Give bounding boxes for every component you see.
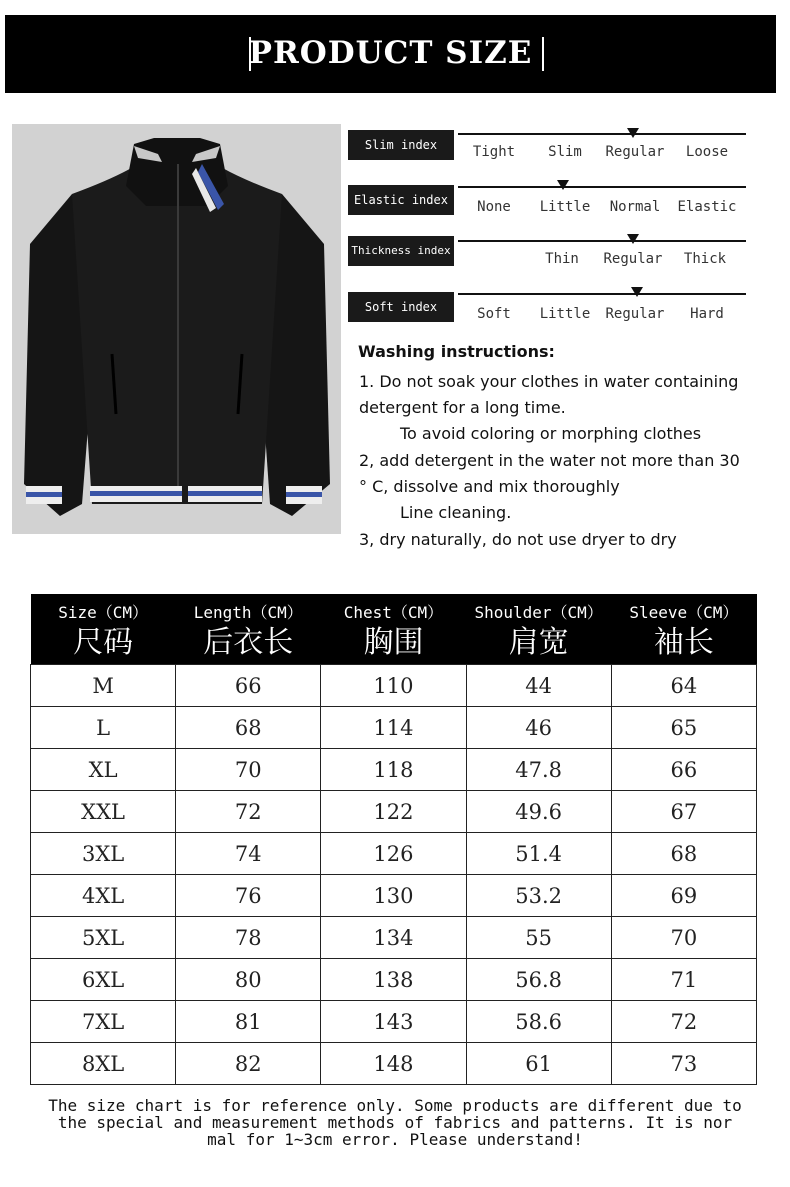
- cell-chest: 114: [321, 707, 466, 749]
- thickness-option-thin: Thin: [545, 251, 579, 267]
- table-row: [31, 1001, 757, 1043]
- table-row: [31, 833, 757, 875]
- table-row: [31, 1043, 757, 1085]
- cell-shoulder: 49.6: [466, 791, 611, 833]
- cell-chest: 122: [321, 791, 466, 833]
- thickness-option-thick: Thick: [683, 251, 727, 267]
- size-table: [30, 594, 757, 1085]
- washing-line: To avoid coloring or morphing clothes: [400, 424, 702, 443]
- washing-line: 2, add detergent in the water not more than 30: [359, 451, 740, 470]
- cell-length: 76: [176, 875, 321, 917]
- column-header-sleeve: Sleeve（CM） 袖长: [611, 594, 756, 665]
- thickness-option-regular: Regular: [603, 251, 663, 267]
- cell-sleeve: 66: [611, 749, 756, 791]
- slim-option-loose: Loose: [685, 144, 729, 160]
- disclaimer-line: The size chart is for reference only. Some products are different due to: [48, 1096, 742, 1115]
- cell-size: XXL: [31, 791, 176, 833]
- table-row: [31, 749, 757, 791]
- cell-length: 74: [176, 833, 321, 875]
- slim-index-line: [458, 133, 746, 135]
- table-row: [31, 917, 757, 959]
- cell-size: 3XL: [31, 833, 176, 875]
- cell-length: 68: [176, 707, 321, 749]
- elastic-option-elastic: Elastic: [677, 199, 737, 215]
- product-photo: [12, 124, 341, 534]
- soft-index-marker-icon: [631, 287, 643, 297]
- cell-chest: 134: [321, 917, 466, 959]
- cell-size: M: [31, 665, 176, 707]
- slim-option-slim: Slim: [548, 144, 582, 160]
- washing-title: Washing instructions:: [358, 342, 555, 361]
- cell-length: 82: [176, 1043, 321, 1085]
- size-disclaimer: [10, 1097, 780, 1148]
- washing-line: detergent for a long time.: [359, 398, 566, 417]
- soft-option-regular: Regular: [605, 306, 665, 322]
- disclaimer-line: the special and measurement methods of fabrics and patterns. It is nor: [57, 1113, 733, 1132]
- cell-shoulder: 53.2: [466, 875, 611, 917]
- washing-line: 3, dry naturally, do not use dryer to dry: [359, 530, 677, 549]
- column-header-size: Size（CM） 尺码: [31, 594, 176, 665]
- cell-size: L: [31, 707, 176, 749]
- slim-option-regular: Regular: [605, 144, 665, 160]
- cell-sleeve: 65: [611, 707, 756, 749]
- elastic-index-line: [458, 186, 746, 188]
- washing-line: ° C, dissolve and mix thoroughly: [359, 477, 620, 496]
- table-row: [31, 959, 757, 1001]
- column-header-length: Length（CM） 后衣长: [176, 594, 321, 665]
- cell-chest: 148: [321, 1043, 466, 1085]
- soft-option-soft: Soft: [477, 306, 511, 322]
- table-row: [31, 707, 757, 749]
- washing-line: Line cleaning.: [400, 503, 512, 522]
- cell-sleeve: 71: [611, 959, 756, 1001]
- thickness-index-line: [458, 240, 746, 242]
- table-row: [31, 875, 757, 917]
- cell-chest: 143: [321, 1001, 466, 1043]
- cell-shoulder: 47.8: [466, 749, 611, 791]
- cell-sleeve: 64: [611, 665, 756, 707]
- cell-shoulder: 58.6: [466, 1001, 611, 1043]
- soft-index-line: [458, 293, 746, 295]
- cell-chest: 110: [321, 665, 466, 707]
- cell-chest: 138: [321, 959, 466, 1001]
- cell-sleeve: 69: [611, 875, 756, 917]
- cell-size: 5XL: [31, 917, 176, 959]
- soft-option-little: Little: [539, 306, 591, 322]
- slim-index-marker-icon: [627, 128, 639, 138]
- thickness-index-label: Thickness index: [348, 236, 454, 266]
- page-title: PRODUCT SIZE: [248, 35, 533, 71]
- table-header-row: [31, 594, 757, 665]
- cell-sleeve: 72: [611, 1001, 756, 1043]
- elastic-option-none: None: [477, 199, 511, 215]
- cell-sleeve: 68: [611, 833, 756, 875]
- header-banner: [5, 15, 776, 93]
- slim-option-tight: Tight: [472, 144, 516, 160]
- cell-chest: 126: [321, 833, 466, 875]
- table-row: [31, 665, 757, 707]
- cell-length: 66: [176, 665, 321, 707]
- cell-shoulder: 61: [466, 1043, 611, 1085]
- cell-shoulder: 46: [466, 707, 611, 749]
- elastic-option-little: Little: [539, 199, 591, 215]
- cell-shoulder: 55: [466, 917, 611, 959]
- cell-length: 80: [176, 959, 321, 1001]
- header-divider-right: [542, 37, 544, 71]
- cell-size: 6XL: [31, 959, 176, 1001]
- column-header-shoulder: Shoulder（CM） 肩宽: [466, 594, 611, 665]
- cell-size: 4XL: [31, 875, 176, 917]
- column-header-chest: Chest（CM） 胸围: [321, 594, 466, 665]
- cell-length: 81: [176, 1001, 321, 1043]
- cell-size: 8XL: [31, 1043, 176, 1085]
- cell-length: 72: [176, 791, 321, 833]
- disclaimer-line: mal for 1~3cm error. Please understand!: [207, 1130, 583, 1149]
- cell-shoulder: 56.8: [466, 959, 611, 1001]
- cell-sleeve: 70: [611, 917, 756, 959]
- cell-chest: 130: [321, 875, 466, 917]
- cell-sleeve: 67: [611, 791, 756, 833]
- soft-option-hard: Hard: [690, 306, 724, 322]
- table-row: [31, 791, 757, 833]
- cell-shoulder: 44: [466, 665, 611, 707]
- jacket-image: [12, 124, 341, 534]
- slim-index-label: Slim index: [348, 130, 454, 160]
- washing-line: 1. Do not soak your clothes in water containing: [359, 372, 739, 391]
- elastic-index-marker-icon: [557, 180, 569, 190]
- cell-size: XL: [31, 749, 176, 791]
- cell-length: 70: [176, 749, 321, 791]
- cell-shoulder: 51.4: [466, 833, 611, 875]
- thickness-index-marker-icon: [627, 234, 639, 244]
- elastic-option-normal: Normal: [609, 199, 661, 215]
- cell-sleeve: 73: [611, 1043, 756, 1085]
- cell-size: 7XL: [31, 1001, 176, 1043]
- soft-index-label: Soft index: [348, 292, 454, 322]
- cell-length: 78: [176, 917, 321, 959]
- elastic-index-label: Elastic index: [348, 185, 454, 215]
- cell-chest: 118: [321, 749, 466, 791]
